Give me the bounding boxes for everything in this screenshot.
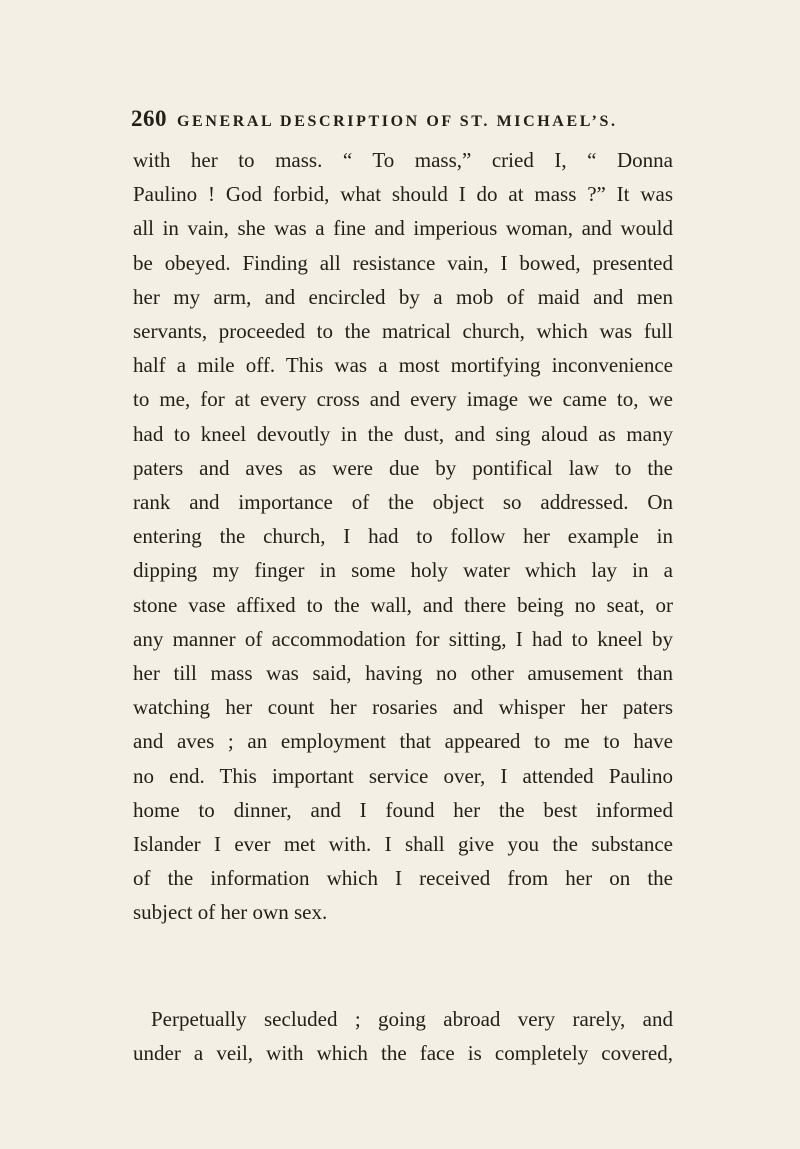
paragraph-1 <box>133 143 673 930</box>
text-line: paters and aves as were due by pontifical law to the <box>133 455 673 480</box>
running-head <box>131 106 691 142</box>
text-line: all in vain, she was a fine and imperious woman, and would <box>133 216 673 241</box>
text-line: servants, proceeded to the matrical church, which was full <box>133 319 673 344</box>
text-line: dipping my finger in some holy water which lay in a <box>133 558 673 583</box>
text-line: Perpetually secluded ; going abroad very rarely, and <box>151 1007 673 1031</box>
text-line: of the information which I received from her on the <box>133 866 673 891</box>
text-line: any manner of accommodation for sitting, I had to kneel by <box>133 626 673 651</box>
text-line: had to kneel devoutly in the dust, and sing aloud as many <box>133 421 673 446</box>
text-line: watching her count her rosaries and whisper her paters <box>133 695 673 720</box>
text-line: be obeyed. Finding all resistance vain, I bowed, presented <box>133 250 673 275</box>
text-line: no end. This important service over, I attended Paulino <box>133 763 673 788</box>
text-line: with her to mass. “ To mass,” cried I, “ Donna <box>133 148 673 172</box>
text-line: half a mile off. This was a most mortifying inconvenience <box>133 353 673 378</box>
text-line: under a veil, with which the face is completely covered, <box>133 1041 673 1066</box>
text-line: home to dinner, and I found her the best informed <box>133 797 673 822</box>
text-line: subject of her own sex. <box>133 900 328 925</box>
running-title: GENERAL DESCRIPTION OF ST. MICHAEL’S. <box>177 113 618 130</box>
text-line: entering the church, I had to follow her example in <box>133 524 673 549</box>
paragraph-2 <box>133 1002 673 1070</box>
text-line: stone vase affixed to the wall, and there being no seat, or <box>133 592 673 617</box>
page-number: 260 <box>131 106 167 131</box>
text-line: Islander I ever met with. I shall give you the substance <box>133 832 673 857</box>
text-line: rank and importance of the object so addressed. On <box>133 490 673 515</box>
text-line: Paulino ! God forbid, what should I do at mass ?” It was <box>133 182 673 207</box>
text-line: to me, for at every cross and every image we came to, we <box>133 387 673 412</box>
text-line: her my arm, and encircled by a mob of maid and men <box>133 284 673 309</box>
text-line: and aves ; an employment that appeared to me to have <box>133 729 673 754</box>
text-line: her till mass was said, having no other amusement than <box>133 661 673 686</box>
